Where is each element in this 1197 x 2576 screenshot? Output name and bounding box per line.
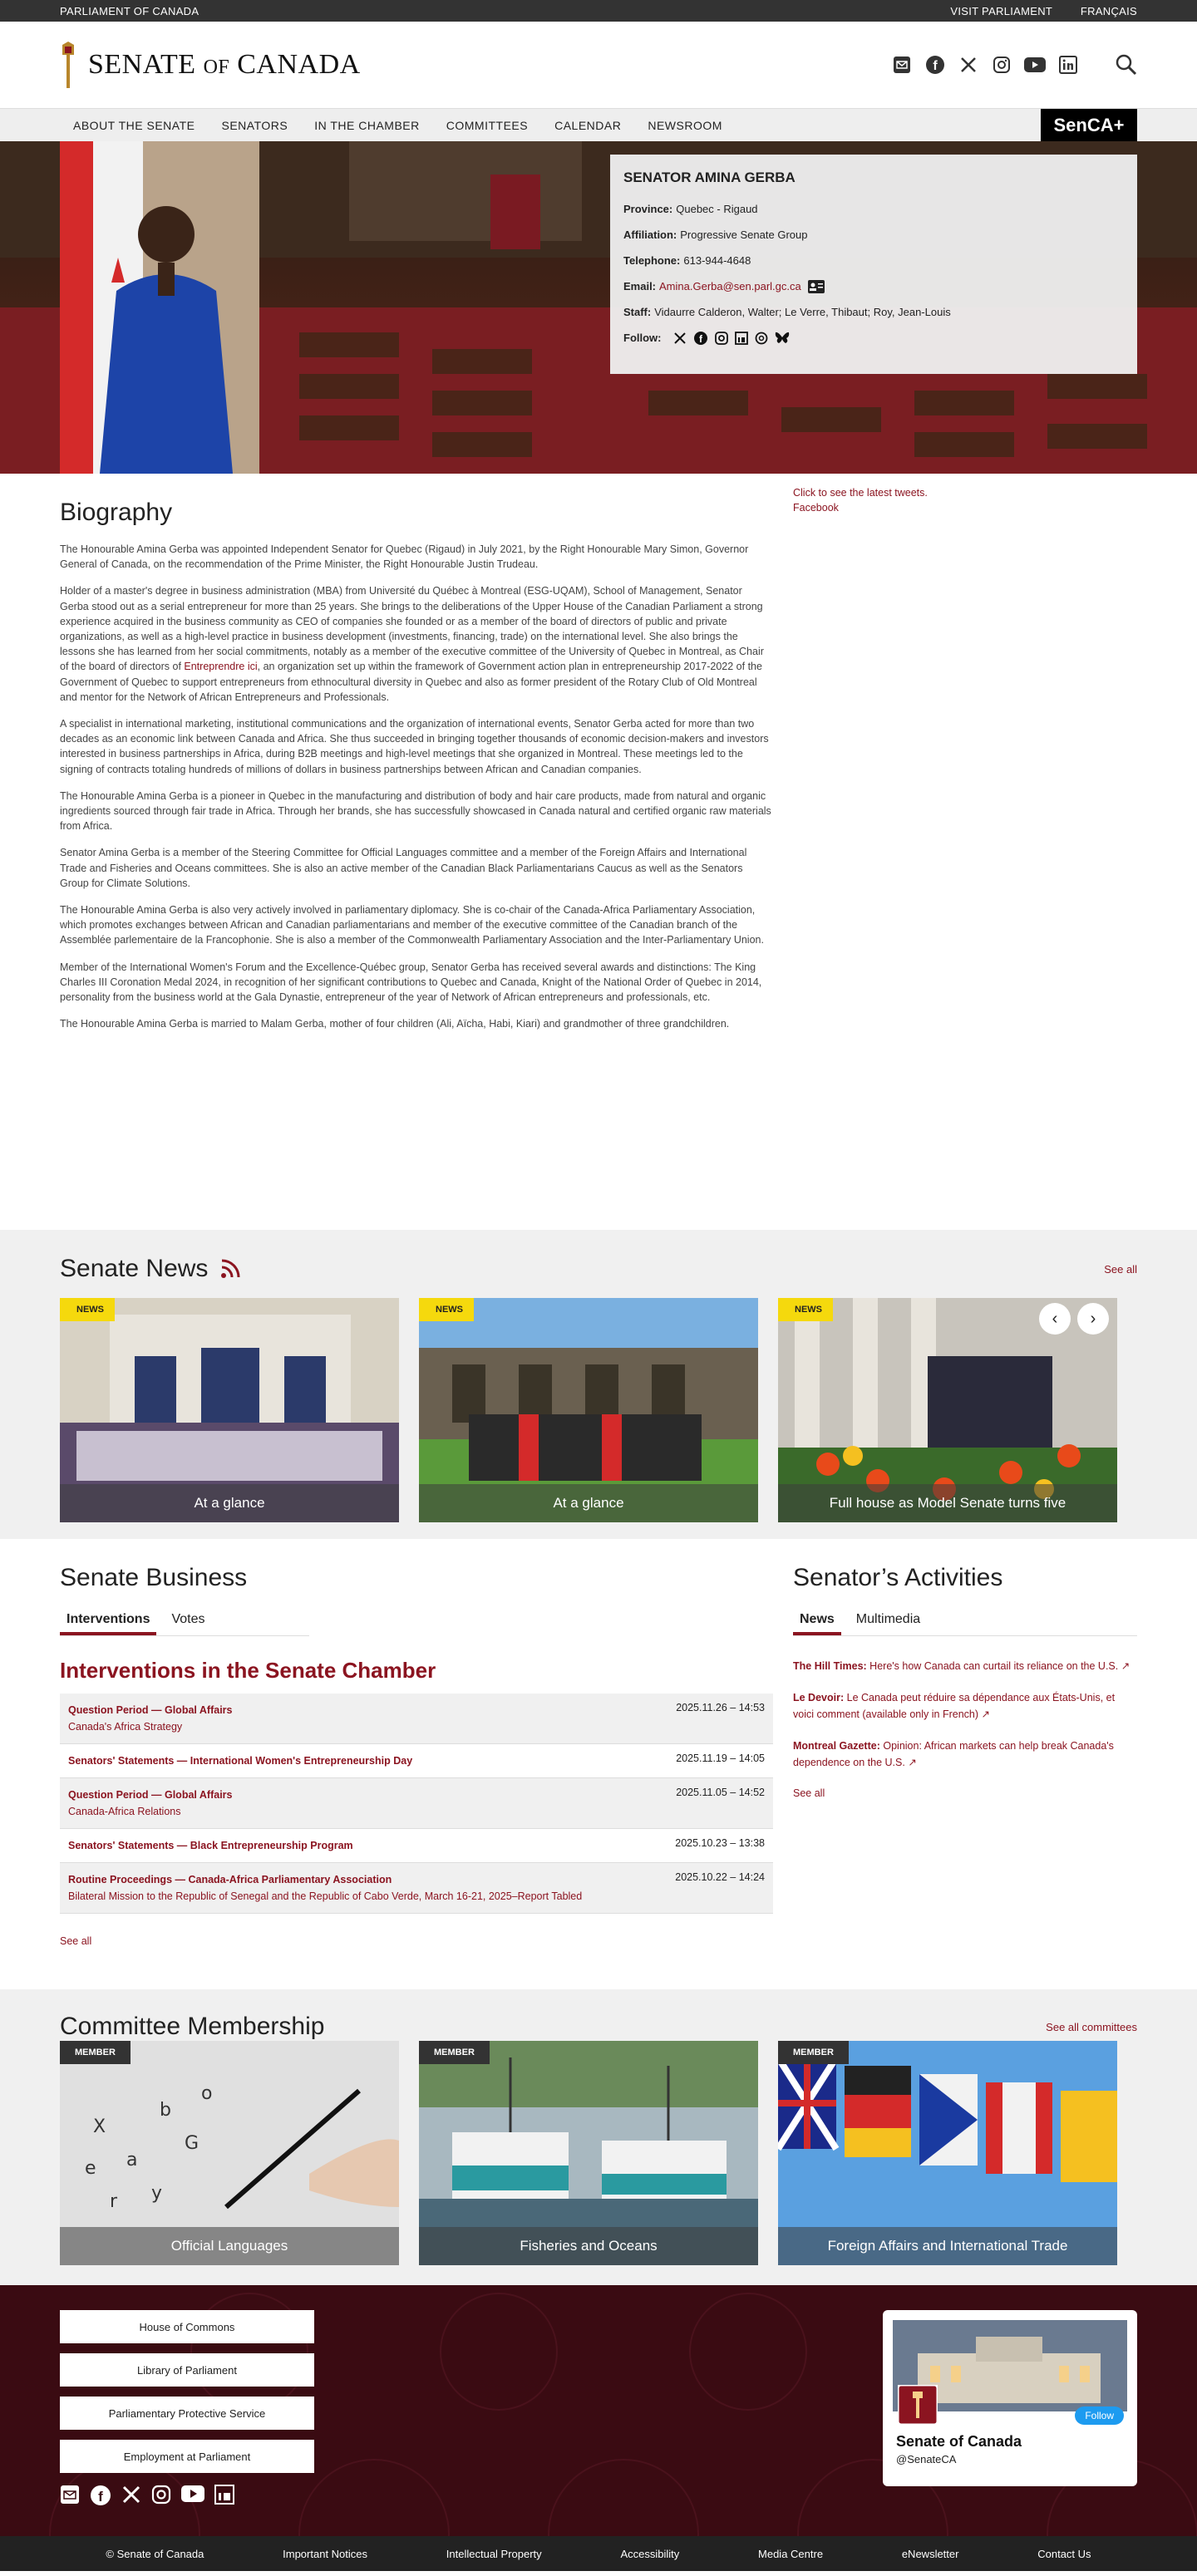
member-badge: MEMBER bbox=[778, 2041, 849, 2064]
committee-membership-title: Committee Membership bbox=[60, 2013, 325, 2040]
linkedin-icon[interactable] bbox=[214, 2485, 234, 2505]
intervention-title-link[interactable]: Question Period — Global Affairs bbox=[68, 1704, 233, 1716]
svg-text:r: r bbox=[110, 2191, 118, 2212]
staff-label: Staff: bbox=[623, 306, 652, 318]
intervention-date: 2025.11.05 – 14:52 bbox=[676, 1787, 765, 1798]
tab-activities-news[interactable]: News bbox=[793, 1607, 841, 1635]
senate-news-title: Senate News bbox=[60, 1255, 209, 1282]
bio-paragraph: Holder of a master's degree in business administration (MBA) from Université du Québec à Montreal (ESG-UQAM), School of Management, Senator Gerba stood out as a serial entrepreneur for more than 25 years. She brings to the deliberations of the Upper House of the Canadian Parliament a strong experience acquired in the business community as CEO of companies she founded or as a member of the board of directors of public and private organizations, as well as a high-level practice in business development (investments, financing, trade) on the international level. She also brings the lessons she has learned from her social commitments, notably as a member of the executive committee of the University of Quebec in Montreal, as Chair of the board of directors of Entreprendre ici, an organization set up within the framework of Government action plan in entrepreneurship 2017-2022 of the Government of Quebec to support entrepreneurs from ethnocultural diversity in Quebec and also as former president of the Rotary Club of Old Montreal and mentor for the Network of African Entrepreneurs and Professionals. bbox=[60, 585, 764, 703]
site-header bbox=[0, 22, 1197, 108]
twitter-account-name: Senate of Canada bbox=[896, 2433, 1022, 2450]
committee-card[interactable] bbox=[419, 2041, 758, 2265]
activity-link[interactable]: Here's how Canada can curtail its reliance on the U.S. bbox=[869, 1660, 1119, 1672]
latest-tweets-link[interactable]: Click to see the latest tweets. bbox=[793, 487, 928, 499]
linkedin-icon[interactable] bbox=[735, 332, 748, 345]
facebook-icon[interactable] bbox=[90, 2485, 111, 2506]
svg-text:G: G bbox=[185, 2133, 200, 2154]
contact-us-link[interactable]: Contact Us bbox=[1037, 2547, 1091, 2560]
svg-text:y: y bbox=[151, 2183, 163, 2204]
visit-parliament-link[interactable]: VISIT PARLIAMENT bbox=[950, 4, 1052, 17]
intervention-date: 2025.11.26 – 14:53 bbox=[676, 1702, 765, 1713]
intervention-title-link[interactable]: Senators' Statements — Black Entrepreneurship Program bbox=[68, 1840, 353, 1851]
footer-link[interactable]: Library of Parliament bbox=[60, 2353, 314, 2387]
nav-committees[interactable]: COMMITTEES bbox=[446, 119, 529, 132]
social-sidebar bbox=[793, 485, 928, 1043]
important-notices-link[interactable]: Important Notices bbox=[283, 2547, 368, 2560]
twitter-follow-card bbox=[883, 2310, 1137, 2486]
language-toggle-link[interactable]: FRANÇAIS bbox=[1080, 4, 1137, 17]
tab-interventions[interactable]: Interventions bbox=[60, 1607, 156, 1635]
senate-news-section bbox=[0, 1230, 1197, 1539]
tab-votes[interactable]: Votes bbox=[171, 1612, 205, 1626]
intervention-title-link[interactable]: Routine Proceedings — Canada-Africa Parliamentary Association bbox=[68, 1874, 392, 1885]
senator-info-card bbox=[610, 155, 1137, 374]
senca-button[interactable]: SenCA+ bbox=[1041, 109, 1137, 142]
bio-paragraph: Member of the International Women's Forum and the Excellence-Québec group, Senator Gerba has received several awards and distinctions: The King Charles III Coronation Medal 2024, in recognition of her significant contributions to Quebec and Canada, Knight of the National Order of Quebec in 2014, personality from the business world at the Gala Dynastie, entrepreneur of the year of Network of African entrepreneurs and professionals, etc. bbox=[60, 961, 762, 1004]
nav-newsroom[interactable]: NEWSROOM bbox=[648, 119, 722, 132]
interventions-see-all-link[interactable]: See all bbox=[60, 1935, 92, 1947]
external-link-icon: ↗ bbox=[908, 1757, 917, 1768]
news-badge: NEWS bbox=[419, 1298, 474, 1321]
nav-calendar[interactable]: CALENDAR bbox=[554, 119, 622, 132]
committee-membership-section bbox=[0, 1989, 1197, 2285]
twitter-handle[interactable]: @SenateCA bbox=[896, 2453, 957, 2465]
intervention-row bbox=[60, 1829, 773, 1863]
interventions-list bbox=[60, 1694, 773, 1914]
instagram-icon[interactable] bbox=[991, 54, 1012, 76]
activity-item: The Hill Times: Here's how Canada can curtail its reliance on the U.S. ↗ bbox=[793, 1660, 1130, 1672]
province-value: Quebec - Rigaud bbox=[676, 203, 758, 215]
member-badge: MEMBER bbox=[419, 2041, 490, 2064]
activity-item: Le Devoir: Le Canada peut réduire sa dépendance aux États-Unis, et voici comment (available only in French) ↗ bbox=[793, 1692, 1116, 1720]
svg-text:a: a bbox=[126, 2150, 138, 2170]
nav-in-the-chamber[interactable]: IN THE CHAMBER bbox=[314, 119, 420, 132]
email-link[interactable]: Amina.Gerba@sen.parl.gc.ca bbox=[659, 280, 801, 293]
activities-see-all-link[interactable]: See all bbox=[793, 1787, 825, 1799]
svg-text:f: f bbox=[698, 333, 702, 345]
x-icon[interactable] bbox=[958, 54, 979, 76]
bluesky-icon[interactable] bbox=[775, 332, 790, 345]
facebook-icon[interactable] bbox=[924, 54, 946, 76]
follow-label: Follow: bbox=[623, 332, 662, 344]
activity-link[interactable]: Le Canada peut réduire sa dépendance aux États-Unis, et voici comment (available only in French) bbox=[793, 1692, 1116, 1720]
biography-section bbox=[0, 474, 1197, 1230]
senator-name: SENATOR AMINA GERBA bbox=[623, 170, 796, 185]
intervention-date: 2025.10.23 – 13:38 bbox=[675, 1837, 765, 1849]
accessibility-link[interactable]: Accessibility bbox=[620, 2547, 680, 2560]
intervention-row bbox=[60, 1694, 773, 1744]
intervention-row bbox=[60, 1863, 773, 1914]
entreprendre-ici-link[interactable]: Entreprendre ici bbox=[184, 661, 258, 673]
bio-paragraph: Senator Amina Gerba is a member of the Steering Committee for Official Languages committee and a member of the Foreign Affairs and International Trade and Fisheries and Oceans committees. She is also an active member of the Canadian Black Parliamentarians Caucus as well as the Senators Group for Climate Solutions. bbox=[60, 847, 747, 889]
external-link-icon: ↗ bbox=[1121, 1660, 1130, 1672]
news-card[interactable] bbox=[419, 1298, 758, 1522]
email-icon[interactable] bbox=[891, 54, 913, 76]
senator-hero bbox=[0, 141, 1197, 474]
youtube-icon[interactable] bbox=[1024, 54, 1046, 76]
nav-senators[interactable]: SENATORS bbox=[221, 119, 288, 132]
threads-icon[interactable] bbox=[755, 332, 768, 345]
bio-paragraph: A specialist in international marketing, institutional communications and the organization of international events, Senator Gerba acted for more than two decades as an economic link between Canada and Africa. She thus succeeded in bringing together thousands of economic decision-makers and investors interested in business partnerships in Africa, during B2B meetings and high-level meetings that she organized in Montreal. These meetings led to the signing of contracts totaling hundreds of millions of dollars in business partnerships between African and Canadian companies. bbox=[60, 718, 769, 775]
email-label: Email: bbox=[623, 280, 657, 293]
committee-card-caption: Fisheries and Oceans bbox=[419, 2227, 758, 2265]
search-icon[interactable] bbox=[1116, 54, 1137, 76]
carousel-prev-button[interactable]: ‹ bbox=[1039, 1303, 1071, 1335]
member-badge: MEMBER bbox=[60, 2041, 131, 2064]
senate-business-section bbox=[0, 1539, 1197, 1989]
news-card-caption: At a glance bbox=[60, 1484, 399, 1522]
x-icon[interactable] bbox=[121, 2485, 141, 2505]
interventions-heading: Interventions in the Senate Chamber bbox=[60, 1658, 436, 1683]
footer-link[interactable]: Employment at Parliament bbox=[60, 2440, 314, 2473]
svg-text:f: f bbox=[98, 2489, 103, 2505]
media-centre-link[interactable]: Media Centre bbox=[758, 2547, 824, 2560]
enewsletter-link[interactable]: eNewsletter bbox=[901, 2547, 959, 2560]
news-see-all-link[interactable]: See all bbox=[1104, 1262, 1137, 1276]
svg-text:e: e bbox=[85, 2158, 96, 2179]
footer-bottom-bar bbox=[0, 2536, 1197, 2571]
telephone-value: 613-944-4648 bbox=[683, 254, 751, 267]
news-card[interactable] bbox=[778, 1298, 1117, 1522]
senator-activities-title: Senator’s Activities bbox=[793, 1564, 1003, 1591]
parliament-link[interactable]: PARLIAMENT OF CANADA bbox=[60, 4, 200, 17]
facebook-link[interactable]: Facebook bbox=[793, 502, 839, 514]
biography-title: Biography bbox=[60, 499, 173, 526]
intervention-subject-link[interactable]: Canada's Africa Strategy bbox=[68, 1721, 183, 1733]
news-card[interactable] bbox=[60, 1298, 399, 1522]
x-icon[interactable] bbox=[673, 332, 687, 345]
instagram-icon[interactable] bbox=[715, 332, 728, 345]
bio-paragraph: The Honourable Amina Gerba was appointed Independent Senator for Quebec (Rigaud) in July 2021, by the Right Honourable Mary Simon, Governor General of Canada, on the recommendation of the Prime Minister, the Right Honourable Justin Trudeau. bbox=[60, 543, 749, 571]
top-bar bbox=[0, 0, 1197, 22]
tab-activities-multimedia[interactable]: Multimedia bbox=[855, 1612, 921, 1626]
logo-text: SENATE OF CANADA bbox=[88, 49, 361, 80]
staff-value: Vidaurre Calderon, Walter; Le Verre, Thibaut; Roy, Jean-Louis bbox=[654, 306, 951, 318]
committee-card-caption: Official Languages bbox=[60, 2227, 399, 2265]
email-icon[interactable] bbox=[60, 2485, 80, 2505]
bio-paragraph: The Honourable Amina Gerba is married to Malam Gerba, mother of four children (Ali, Aïcha, Habi, Kiari) and grandmother of three grandchildren. bbox=[60, 1018, 730, 1030]
instagram-icon[interactable] bbox=[151, 2485, 171, 2505]
senate-logo[interactable] bbox=[60, 42, 361, 88]
carousel-next-button[interactable]: › bbox=[1077, 1303, 1109, 1335]
svg-text:b: b bbox=[160, 2100, 171, 2121]
copyright-text: © Senate of Canada bbox=[106, 2547, 204, 2560]
telephone-label: Telephone: bbox=[623, 254, 681, 267]
intervention-title-link[interactable]: Senators' Statements — International Women's Entrepreneurship Day bbox=[68, 1755, 413, 1767]
youtube-icon[interactable] bbox=[181, 2485, 204, 2503]
see-all-committees-link[interactable]: See all committees bbox=[1046, 2020, 1137, 2033]
senate-business-title: Senate Business bbox=[60, 1564, 248, 1591]
facebook-icon[interactable] bbox=[693, 331, 708, 346]
intervention-date: 2025.10.22 – 14:24 bbox=[675, 1871, 765, 1883]
intervention-row bbox=[60, 1744, 773, 1778]
intervention-title-link[interactable]: Question Period — Global Affairs bbox=[68, 1789, 233, 1801]
footer-link[interactable]: Parliamentary Protective Service bbox=[60, 2397, 314, 2430]
bio-paragraph: The Honourable Amina Gerba is a pioneer in Quebec in the manufacturing and distribution of body and hair care products, made from natural and organic ingredients sourced through fair trade in Africa. Through her brands, she has successfully showcased in Canada natural and certified organic raw materials from Africa. bbox=[60, 789, 771, 833]
contact-card-icon[interactable] bbox=[808, 280, 825, 293]
nav-about[interactable]: ABOUT THE SENATE bbox=[73, 119, 195, 132]
activity-item: Montreal Gazette: Opinion: African markets can help break Canada's dependence on the U.S. ↗ bbox=[793, 1740, 1114, 1768]
committee-card[interactable] bbox=[778, 2041, 1117, 2265]
news-card-caption: At a glance bbox=[419, 1484, 758, 1522]
news-badge: NEWS bbox=[60, 1298, 115, 1321]
intervention-date: 2025.11.19 – 14:05 bbox=[676, 1753, 765, 1764]
rss-icon[interactable] bbox=[219, 1258, 241, 1280]
footer-link[interactable]: House of Commons bbox=[60, 2310, 314, 2343]
province-label: Province: bbox=[623, 203, 673, 215]
affiliation-label: Affiliation: bbox=[623, 229, 677, 241]
committee-card-caption: Foreign Affairs and International Trade bbox=[778, 2227, 1117, 2265]
affiliation-value: Progressive Senate Group bbox=[680, 229, 808, 241]
main-nav bbox=[0, 108, 1197, 141]
site-footer bbox=[0, 2285, 1197, 2571]
committee-card[interactable] bbox=[60, 2041, 399, 2265]
svg-text:X: X bbox=[93, 2116, 106, 2137]
news-badge: NEWS bbox=[778, 1298, 833, 1321]
intervention-row bbox=[60, 1778, 773, 1829]
twitter-follow-button[interactable]: Follow bbox=[1075, 2406, 1124, 2425]
news-card-caption: Full house as Model Senate turns five bbox=[778, 1484, 1117, 1522]
external-link-icon: ↗ bbox=[981, 1708, 990, 1720]
bio-paragraph: The Honourable Amina Gerba is also very actively involved in parliamentary diplomacy. She is co-chair of the Canada-Africa Parliamentary Association, which promotes exchanges between African and Canadian parliamentarians and member of the executive committee of the Canadian branch of the Assemblée parlementaire de la Francophonie. She is also a member of the Commonwealth Parliamentary Association and the Inter-Parliamentary Union. bbox=[60, 904, 764, 946]
svg-text:f: f bbox=[933, 59, 938, 73]
intellectual-property-link[interactable]: Intellectual Property bbox=[446, 2547, 542, 2560]
mace-icon bbox=[60, 42, 76, 88]
activity-link[interactable]: Opinion: African markets can help break Canada's dependence on the U.S. bbox=[793, 1740, 1114, 1768]
linkedin-icon[interactable] bbox=[1057, 54, 1079, 76]
senate-avatar bbox=[898, 2385, 938, 2425]
intervention-subject-link[interactable]: Canada-Africa Relations bbox=[68, 1806, 181, 1817]
intervention-subject-link[interactable]: Bilateral Mission to the Republic of Senegal and the Republic of Cabo Verde, March 16-21, 2025–Report Tabled bbox=[68, 1890, 583, 1902]
svg-text:o: o bbox=[201, 2083, 213, 2104]
